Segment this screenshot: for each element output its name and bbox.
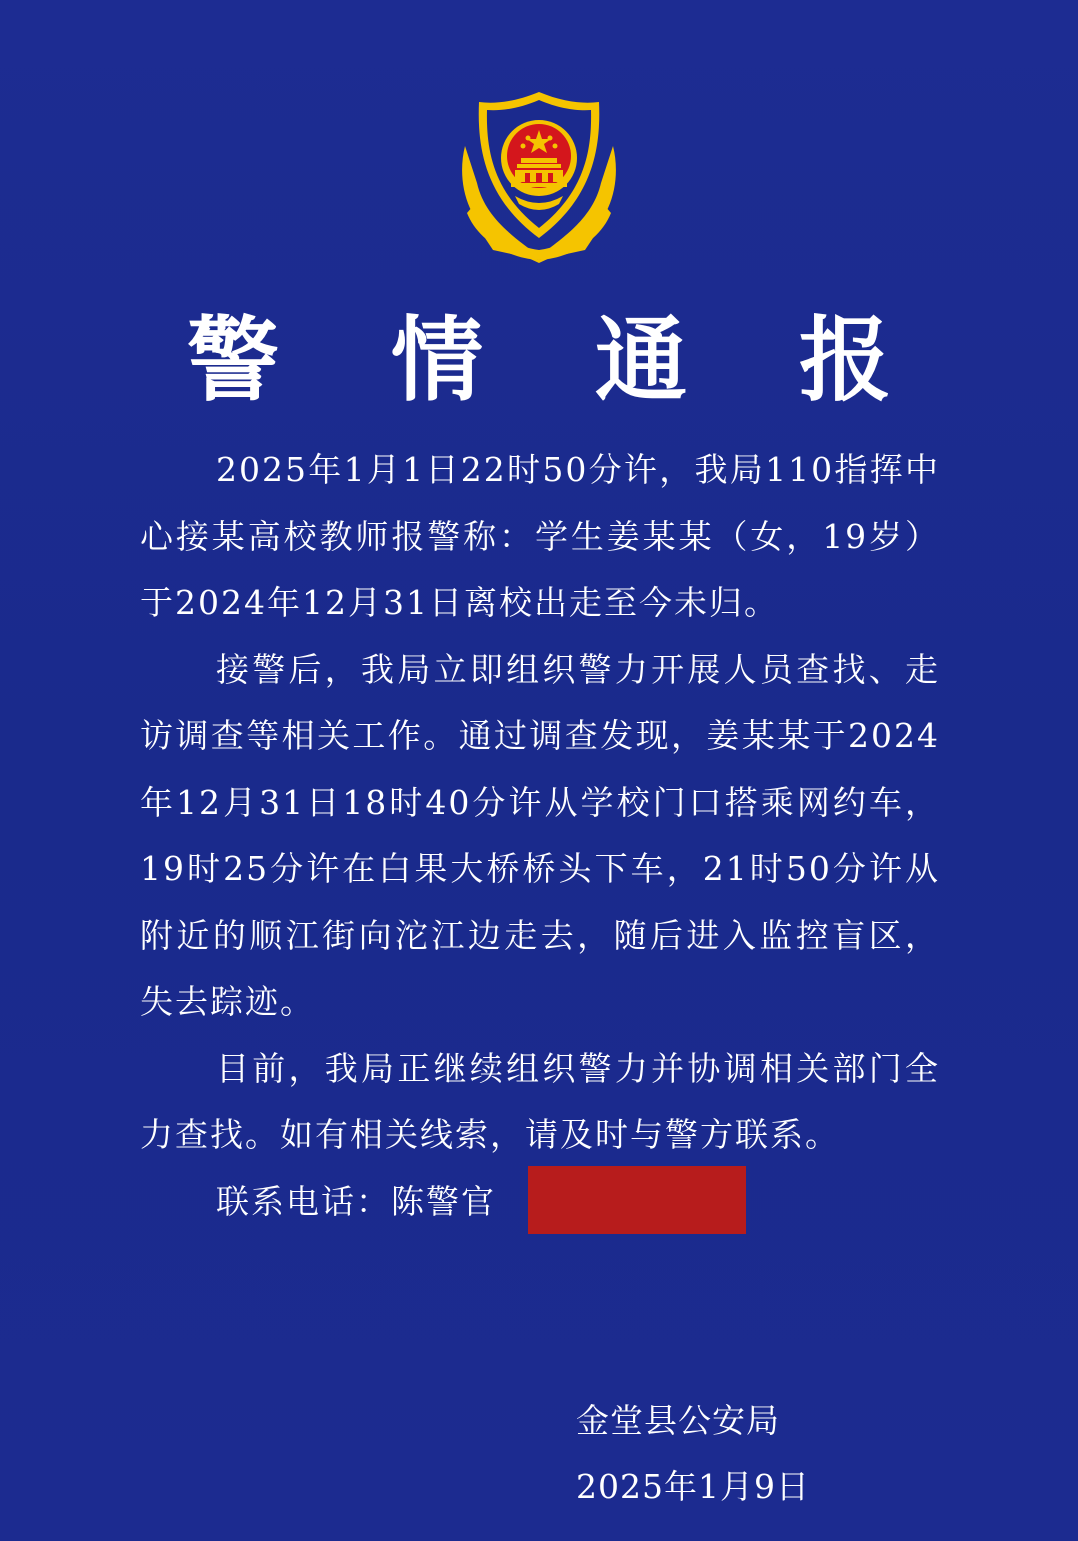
- redacted-phone-block: [528, 1166, 746, 1234]
- issuer-name: 金堂县公安局: [576, 1401, 780, 1440]
- contact-line: [140, 1169, 940, 1236]
- signature-block: [576, 1388, 836, 1520]
- page-title: 警 情 通 报: [186, 306, 932, 414]
- police-badge-icon: [455, 88, 623, 263]
- contact-label: 联系电话：陈警官: [216, 1181, 496, 1221]
- notice-body: [140, 437, 940, 1235]
- paragraph-report: 2025年1月1日22时50分许，我局110指挥中心接某高校教师报警称：学生姜某某（女，19岁）于2024年12月31日离校出走至今未归。: [140, 450, 940, 622]
- paragraph-investigation: 接警后，我局立即组织警力开展人员查找、走访调查等相关工作。通过调查发现，姜某某于2024年12月31日18时40分许从学校门口搭乘网约车，19时25分许在白果大桥桥头下车，21时50分许从附近的顺江街向沱江边走去，随后进入监控盲区，失去踪迹。: [140, 649, 940, 1021]
- issue-date: 2025年1月9日: [576, 1467, 810, 1506]
- paragraph-appeal: 目前，我局正继续组织警力并协调相关部门全力查找。如有相关线索，请及时与警方联系。: [140, 1048, 940, 1154]
